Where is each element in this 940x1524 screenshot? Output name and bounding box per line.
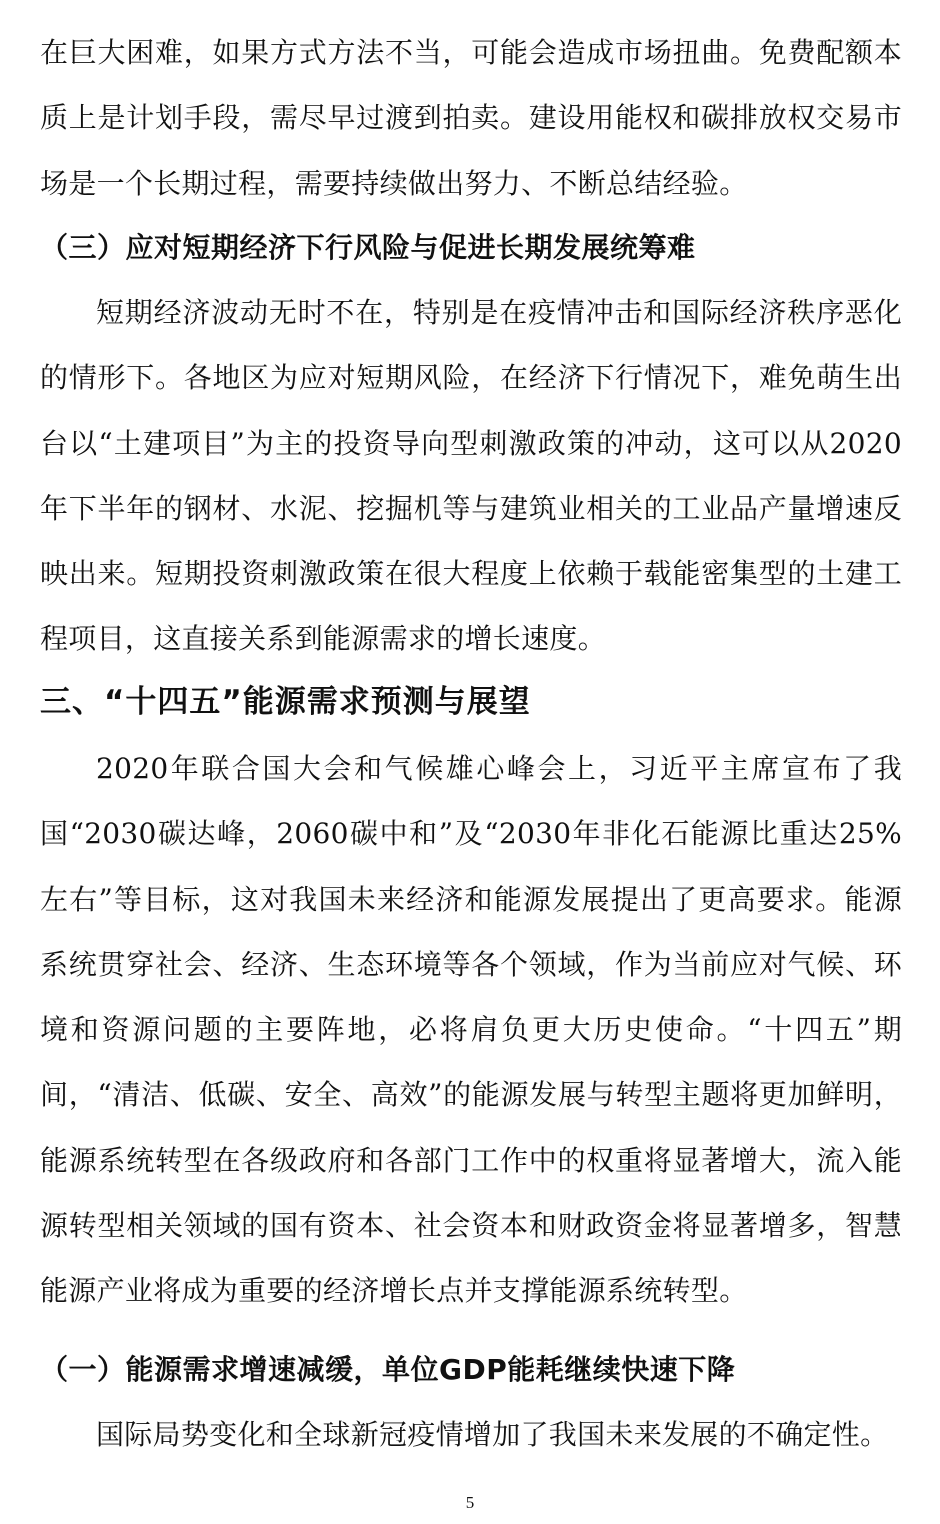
- paragraph-continuation: 在巨大困难，如果方式方法不当，可能会造成市场扭曲。免费配额本质上是计划手段，需尽早过渡到拍卖。建设用能权和碳排放权交易市场是一个长期过程，需要持续做出努力、不断总结经验。: [40, 36, 902, 200]
- page-number: 5: [465, 1493, 475, 1512]
- subheading-three: （三）应对短期经济下行风险与促进长期发展统筹难: [40, 231, 696, 264]
- paragraph-short-term-risk: 短期经济波动无时不在，特别是在疫情冲击和国际经济秩序恶化的情形下。各地区为应对短期风险，在经济下行情况下，难免萌生出台以“土建项目”为主的投资导向型刺激政策的冲动，这可以从2020年下半年的钢材、水泥、挖掘机等与建筑业相关的工业品产量增速反映出来。短期投资刺激政策在很大程度上依赖于载能密集型的土建工程项目，这直接关系到能源需求的增长速度。: [40, 296, 902, 656]
- paragraph-energy-outlook: 2020年联合国大会和气候雄心峰会上，习近平主席宣布了我国“2030碳达峰，2060碳中和”及“2030年非化石能源比重达25%左右”等目标，这对我国未来经济和能源发展提出了更高要求。能源系统贯穿社会、经济、生态环境等各个领域，作为当前应对气候、环境和资源问题的主要阵地，必将肩负更大历史使命。“十四五”期间，“清洁、低碳、安全、高效”的能源发展与转型主题将更加鲜明，能源系统转型在各级政府和各部门工作中的权重将显著增大，流入能源转型相关领域的国有资本、社会资本和财政资金将显著增多，智慧能源产业将成为重要的经济增长点并支撑能源系统转型。: [40, 752, 902, 1308]
- subheading-one: （一）能源需求增速减缓，单位GDP能耗继续快速下降: [40, 1353, 736, 1386]
- section-title: 三、“十四五”能源需求预测与展望: [40, 684, 531, 720]
- paragraph-uncertainty: 国际局势变化和全球新冠疫情增加了我国未来发展的不确定性。: [96, 1418, 889, 1451]
